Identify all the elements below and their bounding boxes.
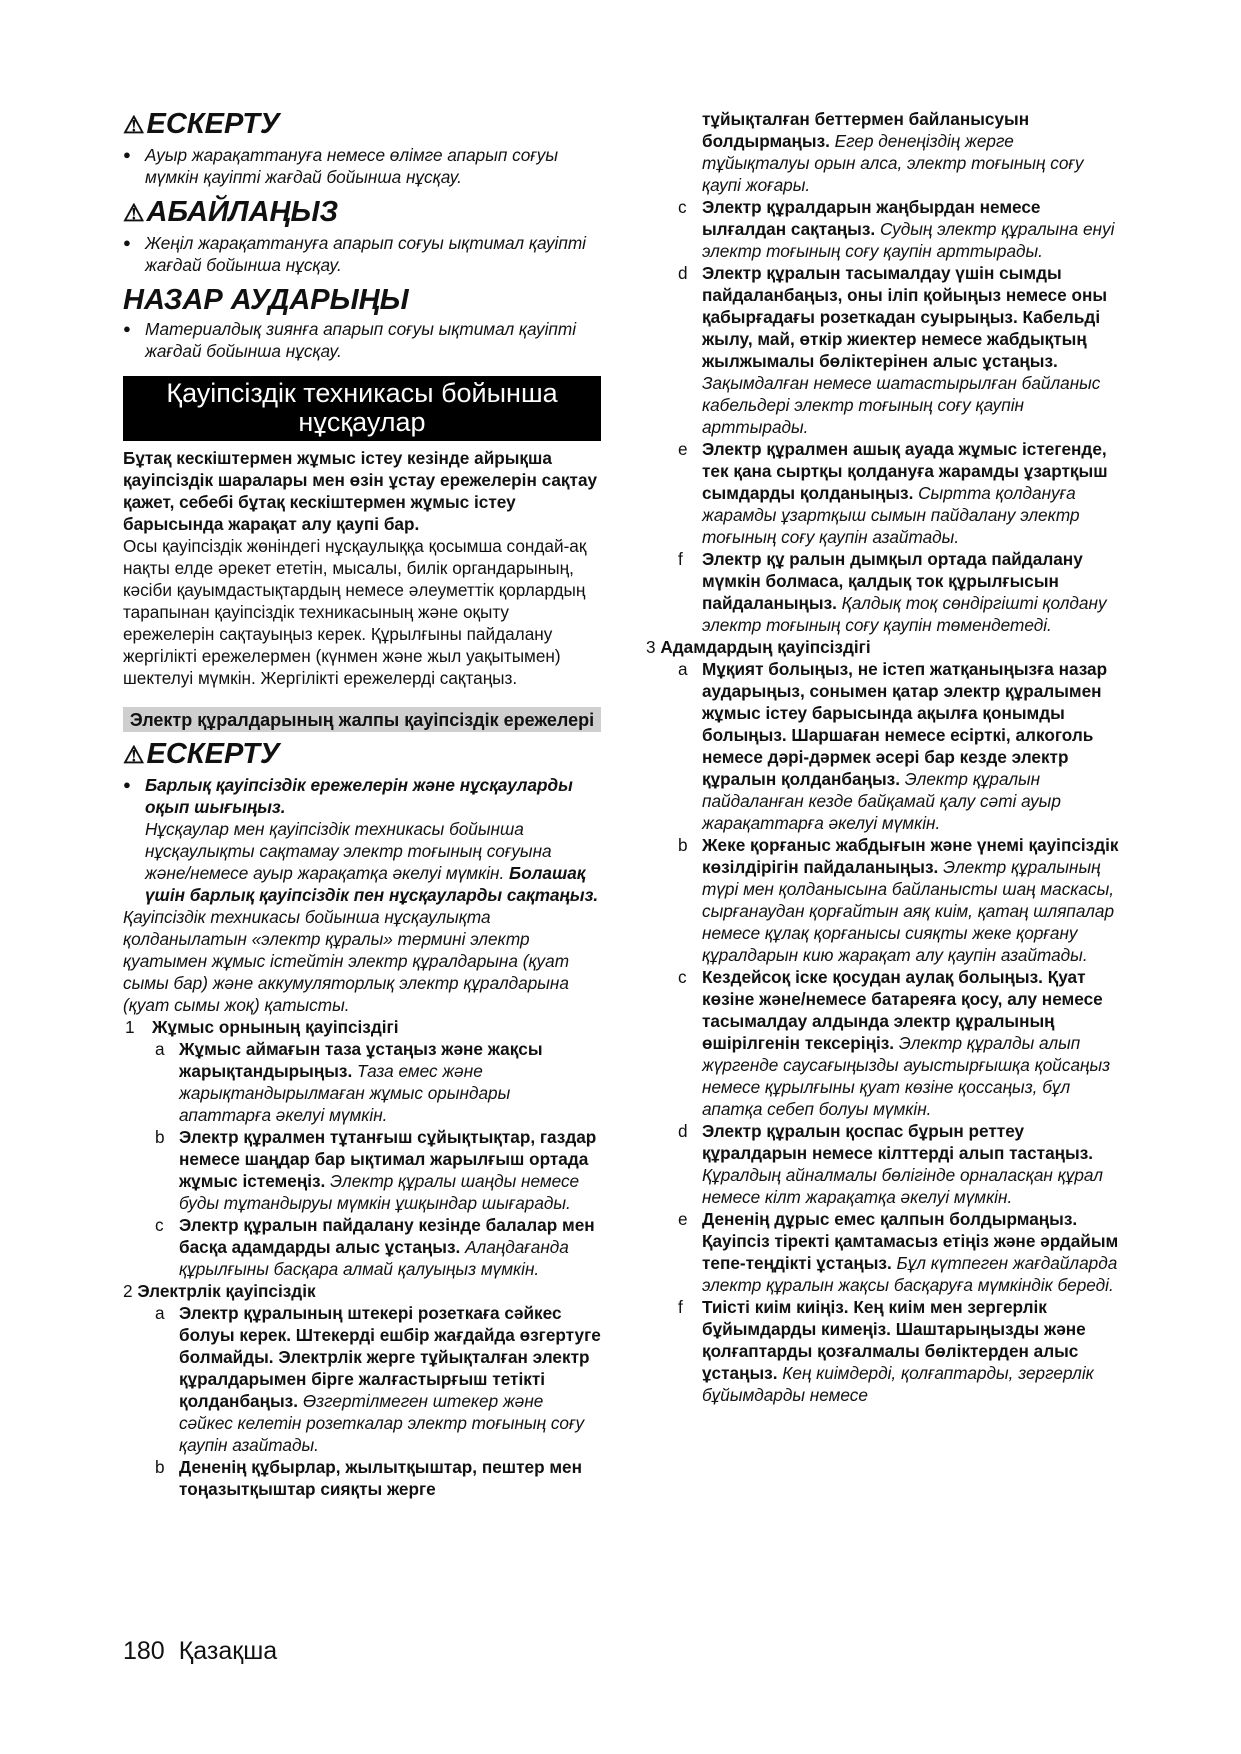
s1-item-c: c Электр құралын пайдалану кезінде балалар мен басқа адамдарды алыс ұстаңыз. Алаңдағанда құрылғыны басқара алмай қалуыңыз мүмкін. [155,1215,595,1279]
notice-definition: ● Материалдық зиянға апарып соғуы ықтимал қауіпті жағдай бойынша нұсқау. [123,318,601,362]
safety-intro-text: Осы қауіпсіздік жөніндегі нұсқаулыққа қосымша сондай-ақ нақты елде әрекет ететін, мысалы, билік органдарының, кәсіби қауымдастықтардың немесе әлеуметтік қорлардың тарапынан қауіпсіздік техникасының және оқыту ережелерін сақтауыңыз керек. Құрылғыны пайдалану жергілікті ережелермен (күнмен және жыл уақытымен) шектелуі мүмкін. Жергілікті ережелерді сақтаңыз. [123,536,587,688]
s1-item-b: b Электр құралмен тұтанғыш сұйықтықтар, газдар немесе шаңдар бар ықтимал жарылғыш ортада жұмыс істемеңіз. Электр құралы шаңды немесе буды тұтандыруы мүмкін ұшқындар шығарады. [155,1127,597,1213]
s3-item-a: a Мұқият болыңыз, не істеп жатқаныңызға назар аударыңыз, сонымен қатар электр құралымен жұмыс істеу барысында ақылға қонымды болыңыз. Шаршаған немесе есірткі, алкоголь немесе дәрі-дәрмек әсері бар кезде электр құралын қолданбаңыз. Электр құралын пайдаланған кезде байқамай қалу сәті ауыр жарақаттарға әкелуі мүмкін. [678,659,1108,833]
s2-item-a: a Электр құралының штекері розеткаға сәйкес болуы керек. Штекерді ешбір жағдайда өзгертуге болмайды. Электрлік жерге тұйықталған электр құралдарымен бірге жалғастырғыш тетікті қолданбаңыз. Өзгертілмеген штекер және сәйкес келетін розеткалар электр тоғының соғу қаупін азайтады. [155,1303,601,1455]
s3-item-d: d Электр құралын қоспас бұрын реттеу құралдарын немесе кілттерді алып тастаңыз. Құралдың айналмалы бөлігінде орналасқан құрал немесе кілт жарақатқа әкелуі мүмкін. [678,1121,1103,1207]
s2-item-e: e Электр құралмен ашық ауада жұмыс істегенде, тек қана сыртқы қолдануға жарамды ұзартқыш сымдарды қолданыңыз. Сыртта қолдануға жарамды ұзартқыш сымын пайдалану электр тоғының соғу қаупін азайтады. [678,439,1108,547]
caution-definition: ● Жеңіл жарақаттануға апарып соғуы ықтимал қауіпті жағдай бойынша нұсқау. [123,232,601,276]
s2-item-c: c Электр құралдарын жаңбырдан немесе ылғалдан сақтаңыз. Судың электр құралына енуі электр тоғының соғу қаупін арттырады. [678,197,1115,261]
page-number: 180 [123,1637,165,1665]
caution-triangle-icon: ⚠ [123,200,145,227]
right-column [646,108,1124,1406]
s1-item-a: a Жұмыс аймағын таза ұстаңыз және жақсы жарықтандырыңыз. Таза емес және жарықтандырылмаған жұмыс орындары апаттарға әкелуі мүмкін. [155,1039,543,1125]
section-2-heading: 2 Электрлік қауіпсіздік [123,1281,316,1301]
s2-item-f: f Электр құ ралын дымқыл ортада пайдалану мүмкін болмаса, қалдық ток құрылғысын пайдаланыңыз. Қалдық тоқ сөндіргішті қолдану электр тоғының соғу қаупін төмендетеді. [678,549,1107,635]
left-column [123,108,601,1500]
s3-item-f: f Тиісті киім киіңіз. Кең киім мен зергерлік бұйымдарды кимеңіз. Шаштарыңызды және қолғаптарды қозғалмалы бөліктерден алыс ұстаңыз. Кең киімдерді, қолғаптарды, зергерлік бұйымдарды немесе [678,1297,1094,1405]
general-warning-heading: ⚠ЕСКЕРТУ [123,738,280,770]
power-tool-definition: Қауіпсіздік техникасы бойынша нұсқаулықта қолданылатын «электр құралы» термині электр қуатымен жұмыс істейтін электр құралдарына (қуат сымы бар) және аккумуляторлық электр құралдарына (қуат сымы жоқ) қатысты. [123,907,570,1015]
footer-language: Қазақша [178,1637,278,1665]
general-warning-bullet: ● Барлық қауіпсіздік ережелерін және нұсқауларды оқып шығыңыз. Нұсқаулар мен қауіпсіздік техникасы бойынша нұсқаулықты сақтамау электр тоғының соғуына және/немесе ауыр жарақатқа әкелуі мүмкін. Болашақ үшін барлық қауіпсіздік пен нұсқауларды сақтаңыз. [123,774,601,906]
section-3-heading: 3 Адамдардың қауіпсіздігі [646,637,871,657]
s3-item-c: c Кездейсоқ іске қосудан аулақ болыңыз. Қуат көзіне және/немесе батареяға қосу, алу немесе тасымалдау алдында электр құралының өшірілгенін тексеріңіз. Электр құралды алып жүргенде саусағыңызды ауыстырғышқа қойсаңыз немесе құрылғыны қуат көзіне қоссаңыз, бұл апатқа себеп болуы мүмкін. [678,967,1111,1119]
page-footer [123,1637,277,1665]
safety-intro-bold: Бұтақ кескіштермен жұмыс істеу кезінде айрықша қауіпсіздік шаралары мен өзін ұстау ережелерін сақтау қажет, себебі бұтақ кескіштермен жұмыс істеу барысында жарақат алу қаупі бар. [123,448,598,534]
warning-triangle-icon: ⚠ [123,742,145,769]
warning-triangle-icon: ⚠ [123,112,145,139]
s2-item-b-start: b Дененің құбырлар, жылытқыштар, пештер мен тоңазытқыштар сияқты жерге [155,1457,582,1499]
s2-item-d: d Электр құралын тасымалдау үшін сымды пайдаланбаңыз, оны іліп қойыңыз немесе оны қабырғадағы розеткадан суырыңыз. Кабельді жылу, май, өткір жиектер немесе жабдықтың жылжымалы бөліктерінен алыс ұстаңыз. Зақымдалған немесе шатастырылған байланыс кабельдері электр тоғының соғу қаупін арттырады. [678,263,1108,437]
notice-heading: НАЗАР АУДАРЫҢЫ [123,284,409,316]
s2-item-b-cont: тұйықталған беттермен байланысуын болдырмаңыз. Егер денеңіздің жерге тұйықталуы орын алса, электр тоғының соғу қаупі жоғары. [702,109,1084,195]
s3-item-e: e Дененің дұрыс емес қалпын болдырмаңыз. Қауіпсіз тіректі қамтамасыз етіңіз және әрдайым тепе-теңдікті ұстаңыз. Бұл күтпеген жағдайларда электр құралын жақсы басқаруға мүмкіндік береді. [678,1209,1119,1295]
warning-definition: ● Ауыр жарақаттануға немесе өлімге апарып соғуы мүмкін қауіпті жағдай бойынша нұсқау. [123,144,601,188]
general-rules-title: Электр құралдарының жалпы қауіпсіздік ережелері [123,707,601,732]
section-1-heading: 1 Жұмыс орнының қауіпсіздігі [125,1017,399,1037]
safety-section-title: Қауіпсіздік техникасы бойынша нұсқаулар [123,376,601,441]
warning-heading: ⚠ЕСКЕРТУ [123,108,280,140]
caution-heading: ⚠АБАЙЛАҢЫЗ [123,196,339,228]
s3-item-b: b Жеке қорғаныс жабдығын және үнемі қауіпсіздік көзілдірігін пайдаланыңыз. Электр құралының түрі мен қолданысына байланысты шаң маскасы, сырғанаудан қорғайтын аяқ киім, қатаң шляпалар немесе құлақ қорғанысы сияқты жеке қорғану құралдарын кию жарақат алу қаупін азайтады. [678,835,1119,965]
